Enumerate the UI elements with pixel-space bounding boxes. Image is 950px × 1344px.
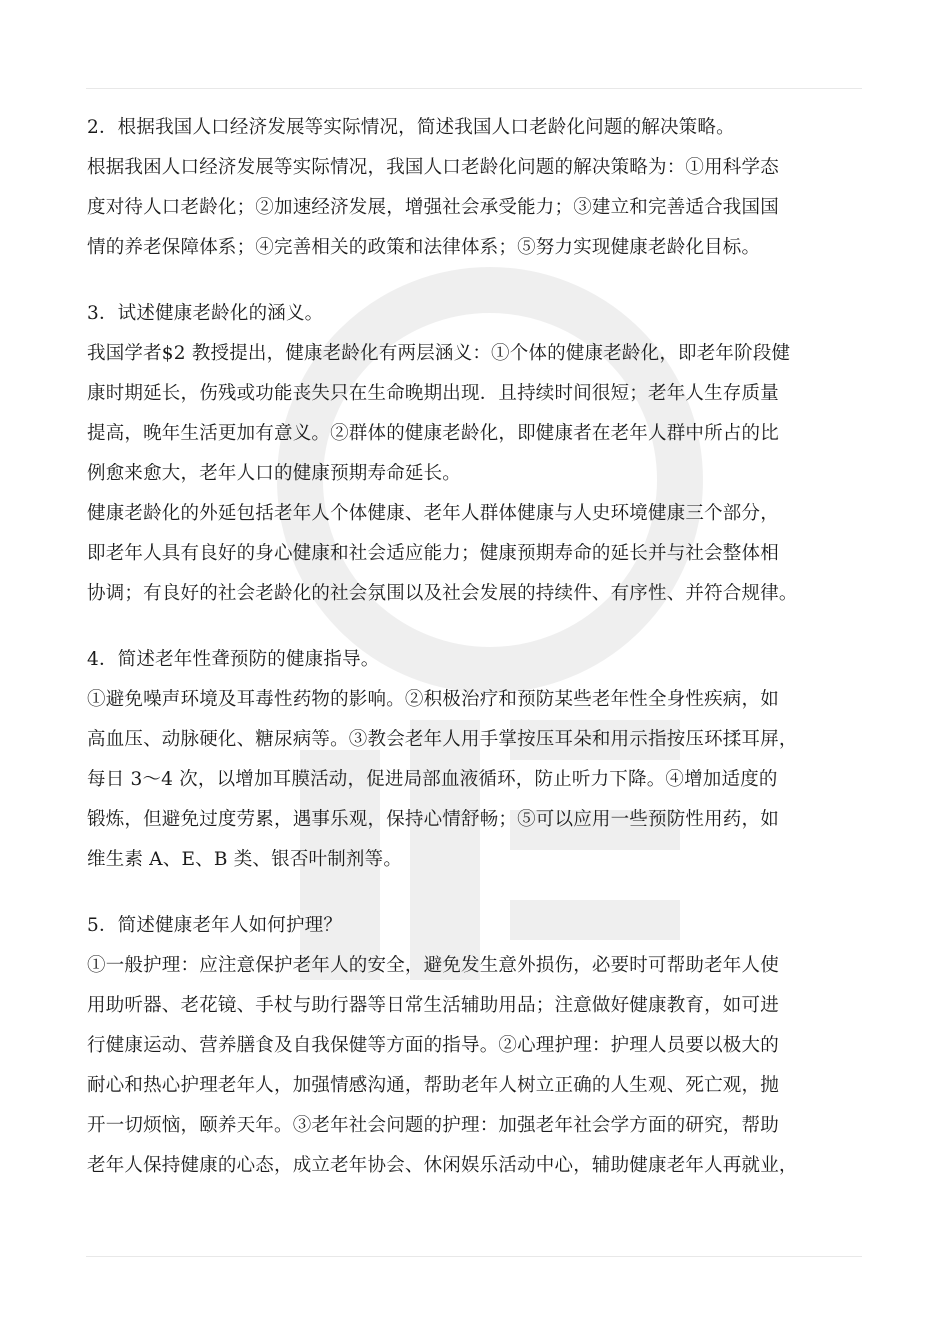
question-title: 4．简述老年性聋预防的健康指导。: [87, 649, 380, 670]
answer-line: 健康老龄化的外延包括老年人个体健康、老年人群体健康与人史环境健康三个部分，: [87, 503, 779, 524]
question-section-5: [87, 906, 867, 1186]
answer-line: 提高，晚年生活更加有意义。②群体的健康老龄化，即健康者在老年人群中所占的比: [87, 423, 779, 444]
answer-line: 即老年人具有良好的身心健康和社会适应能力；健康预期寿命的延长并与社会整体相: [87, 543, 779, 564]
answer-line: 用助听器、老花镜、手杖与助行器等日常生活辅助用品；注意做好健康教育，如可进: [87, 995, 779, 1016]
answer-line: 康时期延长，伤残或功能丧失只在生命晚期出现．且持续时间很短；老年人生存质量: [87, 383, 779, 404]
answer-line: 根据我困人口经济发展等实际情况，我国人口老龄化问题的解决策略为：①用科学态: [87, 157, 779, 178]
top-divider: [86, 88, 862, 89]
question-title: 2．根据我国人口经济发展等实际情况，简述我国人口老龄化问题的解决策略。: [87, 117, 735, 138]
answer-line: ①一般护理：应注意保护老年人的安全，避免发生意外损伤，必要时可帮助老年人使: [87, 955, 779, 976]
question-title: 5．简述健康老年人如何护理？: [87, 915, 343, 936]
answer-line: 维生素 A、E、B 类、银否叶制剂等。: [87, 849, 403, 870]
answer-line: 开一切烦恼，颐养天年。③老年社会问题的护理：加强老年社会学方面的研究，帮助: [87, 1115, 779, 1136]
question-title: 3．试述健康老龄化的涵义。: [87, 303, 324, 324]
answer-line: 我国学者$2 教授提出，健康老龄化有两层涵义：①个体的健康老龄化，即老年阶段健: [87, 343, 791, 364]
answer-line: 情的养老保障体系；④完善相关的政策和法律体系；⑤努力实现健康老龄化目标。: [87, 237, 761, 258]
answer-line: 例愈来愈大，老年人口的健康预期寿命延长。: [87, 463, 462, 484]
answer-line: 度对待人口老龄化；②加速经济发展，增强社会承受能力；③建立和完善适合我国国: [87, 197, 779, 218]
answer-line: 耐心和热心护理老年人，加强情感沟通，帮助老年人树立正确的人生观、死亡观，抛: [87, 1075, 779, 1096]
document-body: [87, 108, 867, 1212]
answer-line: 锻炼，但避免过度劳累，遇事乐观，保持心情舒畅；⑤可以应用一些预防性用药，如: [87, 809, 779, 830]
bottom-divider: [86, 1256, 862, 1257]
question-section-4: [87, 640, 867, 880]
answer-line: ①避免噪声环境及耳毒性药物的影响。②积极治疗和预防某些老年性全身性疾病，如: [87, 689, 779, 710]
answer-line: 高血压、动脉硬化、糖尿病等。③教会老年人用手掌按压耳朵和用示指按压环揉耳屏，: [87, 729, 798, 750]
answer-line: 老年人保持健康的心态，成立老年协会、休闲娱乐活动中心，辅助健康老年人再就业，: [87, 1155, 798, 1176]
answer-line: 协调；有良好的社会老龄化的社会氛围以及社会发展的持续件、有序性、并符合规律。: [87, 583, 798, 604]
answer-line: 行健康运动、营养膳食及自我保健等方面的指导。②心理护理：护理人员要以极大的: [87, 1035, 779, 1056]
answer-line: 每日 3～4 次，以增加耳膜活动，促进局部血液循环，防止听力下降。④增加适度的: [87, 769, 778, 790]
question-section-2: [87, 108, 867, 268]
question-section-3: [87, 294, 867, 614]
